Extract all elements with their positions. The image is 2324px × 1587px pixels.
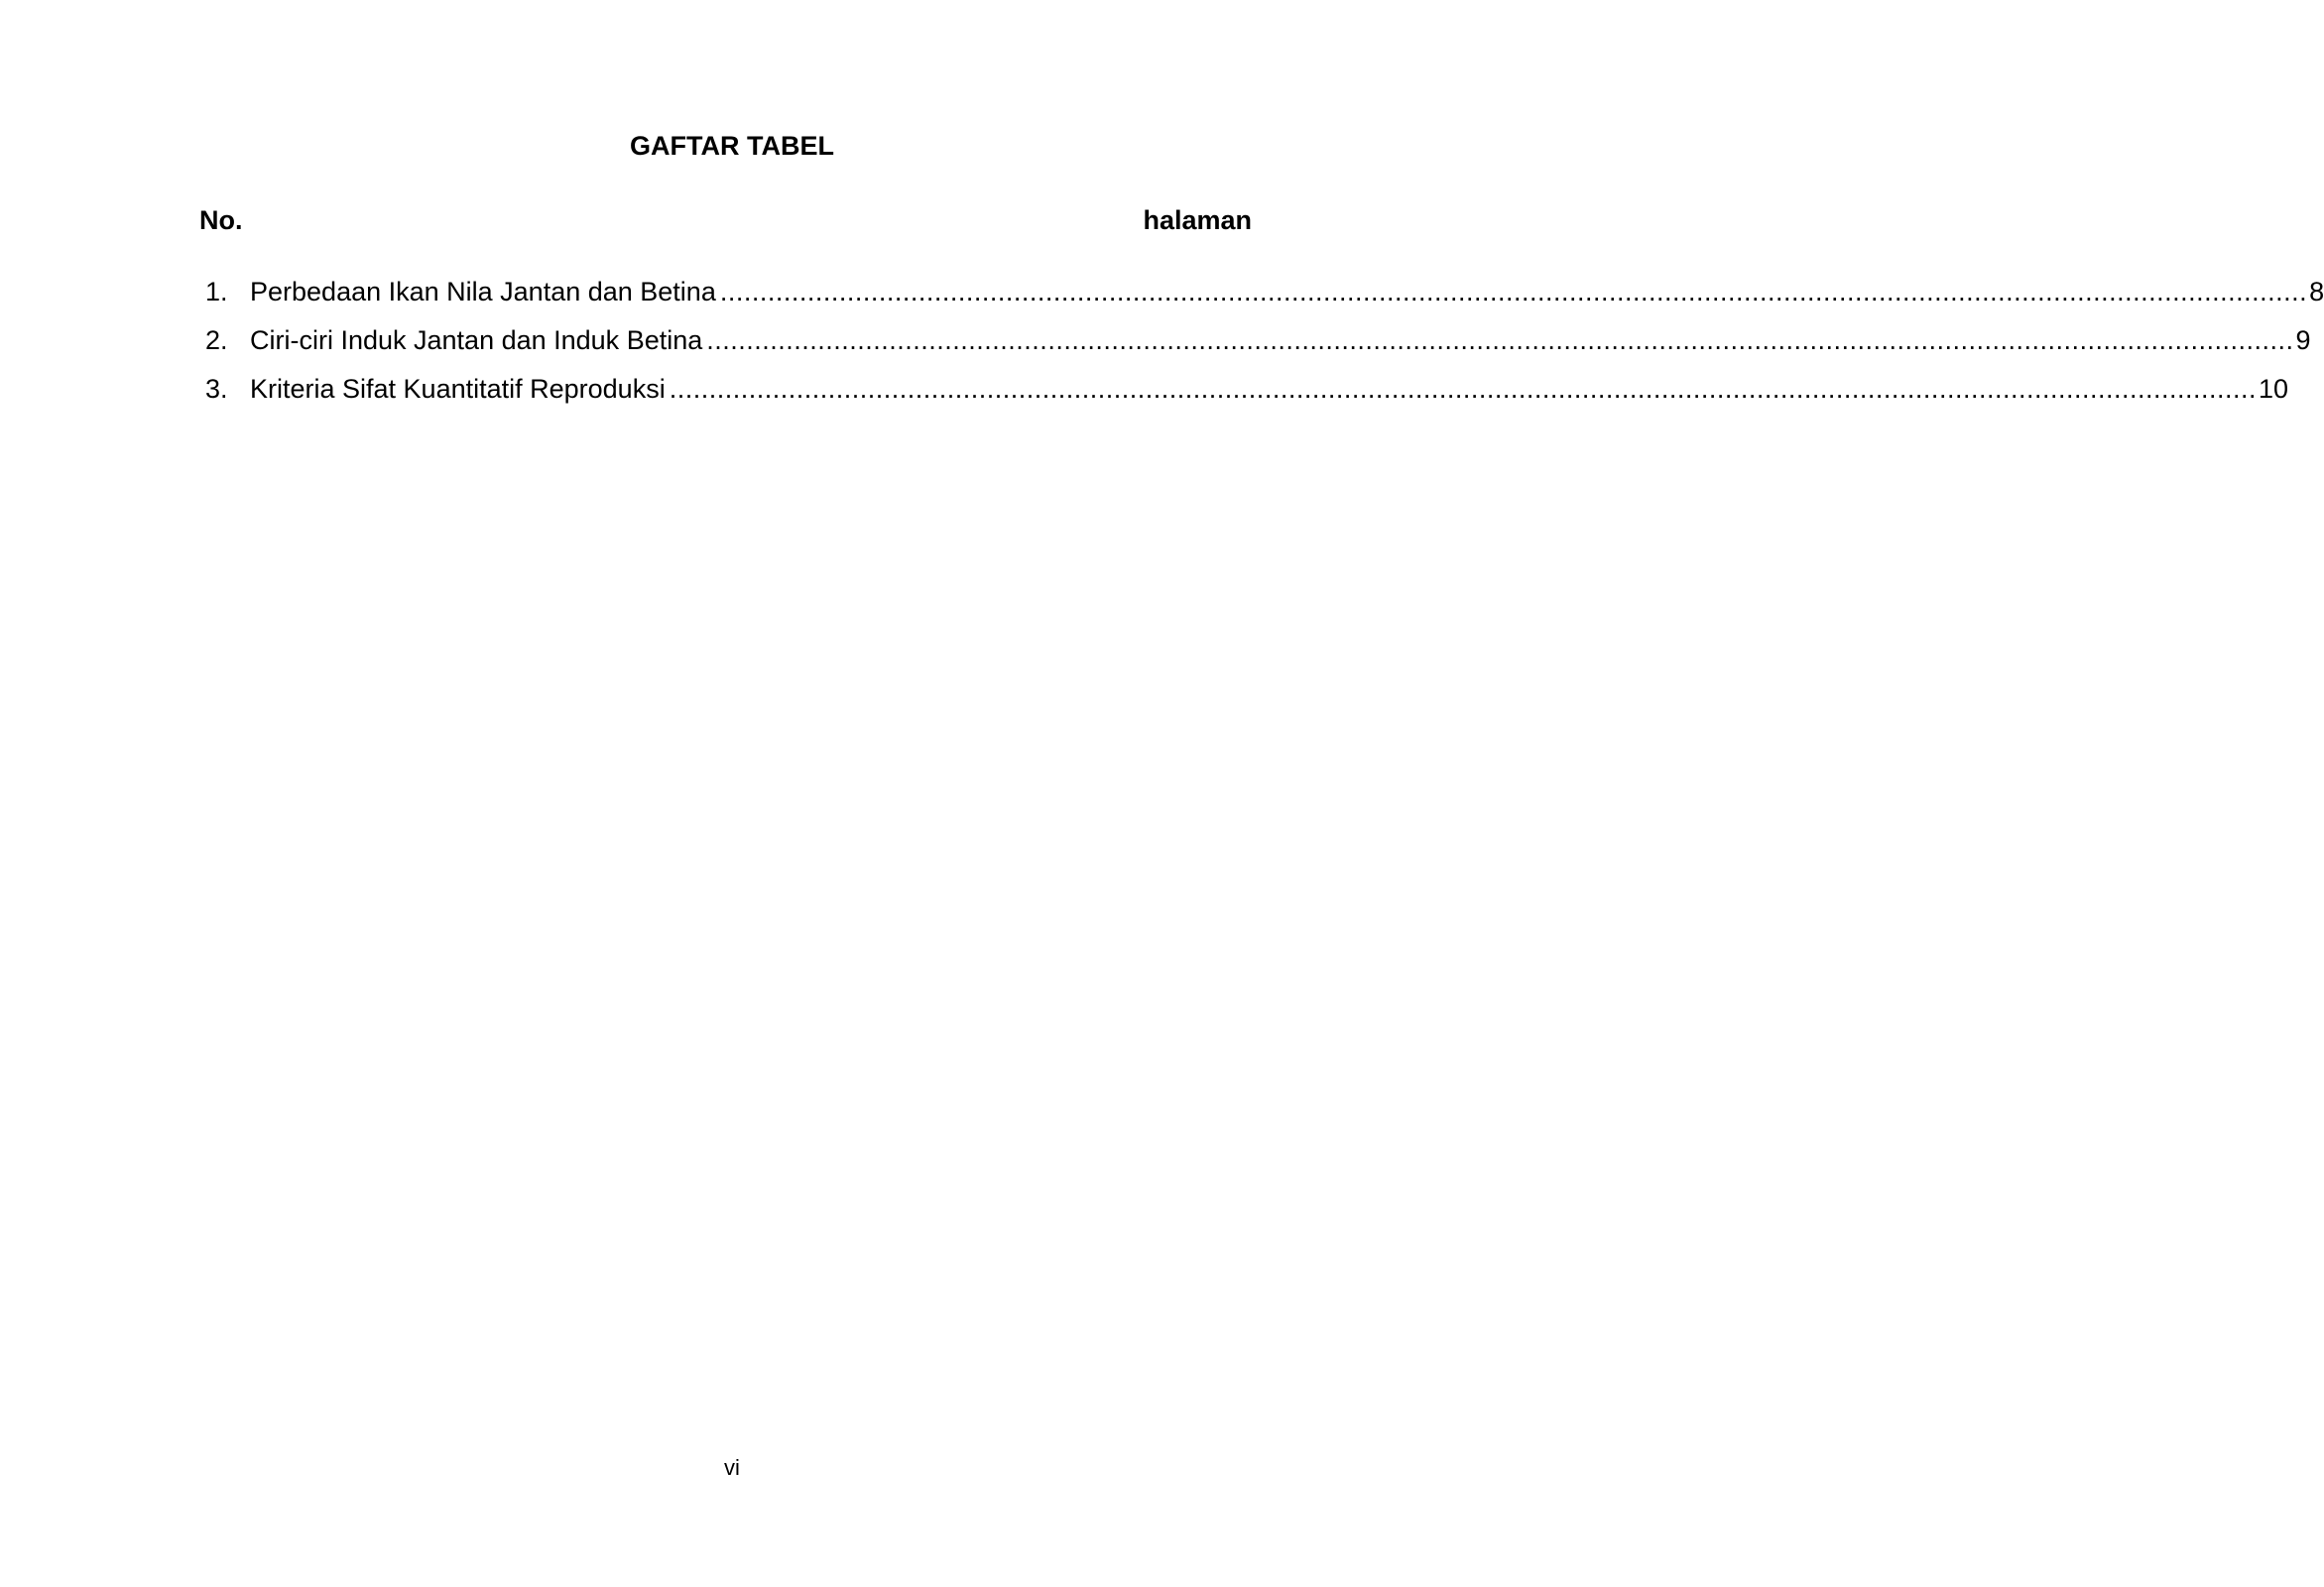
dot-leader: ........................................................................................................................................................................................................: [706, 325, 2294, 355]
entry-number: 3.: [205, 374, 228, 404]
entry-number: 2.: [205, 325, 228, 355]
entry-page: 10: [2259, 374, 2289, 404]
dot-leader: ........................................................................................................................................................................................................: [719, 277, 2308, 306]
page-number: vi: [724, 1455, 740, 1480]
list-item[interactable]: [205, 323, 2311, 372]
entry-title: Kriteria Sifat Kuantitatif Reproduksi: [250, 374, 666, 404]
number-column-header: No.: [199, 205, 243, 235]
entry-page: 9: [2295, 325, 2311, 355]
entry-title: Perbedaan Ikan Nila Jantan dan Betina: [250, 277, 716, 306]
dot-leader: ........................................................................................................................................................................................................: [669, 374, 2257, 404]
list-item[interactable]: [205, 372, 2289, 421]
column-header-row: [199, 203, 1252, 237]
page-title: GAFTAR TABEL: [630, 131, 834, 161]
entry-page: 8: [2309, 277, 2324, 306]
list-item[interactable]: [205, 275, 2324, 323]
entry-number: 1.: [205, 277, 228, 306]
page-column-header: halaman: [1143, 205, 1252, 235]
table-list: [205, 275, 2324, 421]
entry-title: Ciri-ciri Induk Jantan dan Induk Betina: [250, 325, 703, 355]
